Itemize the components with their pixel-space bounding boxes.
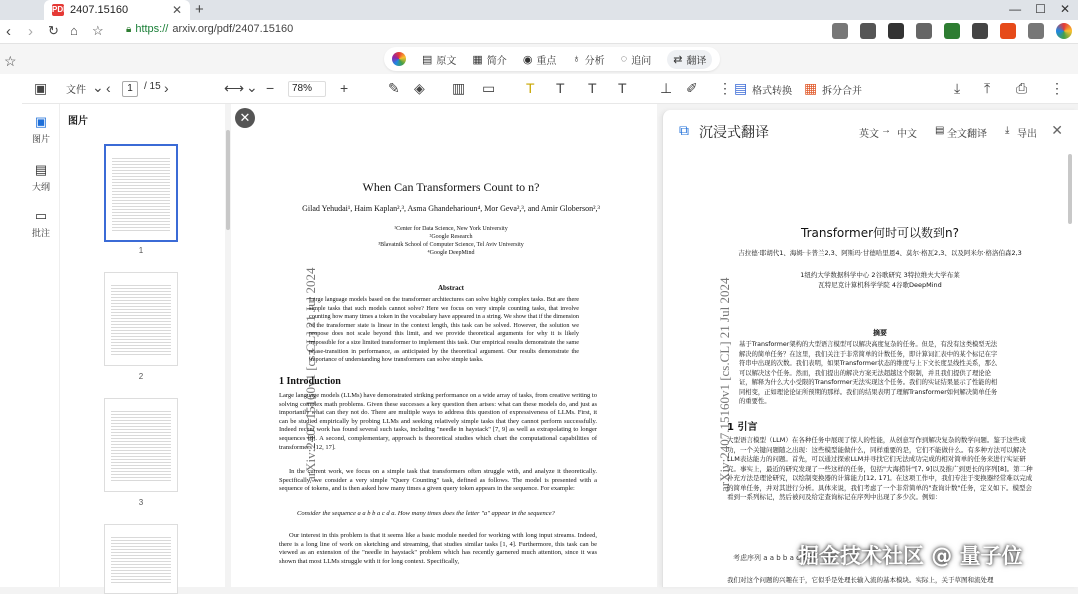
signature-icon[interactable]: ✐ — [686, 80, 698, 96]
browser-tab-bar — [0, 0, 1078, 20]
arxiv-id: arXiv:2407.15160v1 [cs.CL] 21 Jul 2024 — [303, 267, 318, 482]
pdf-icon: PDF — [52, 5, 68, 14]
tab-original[interactable]: ▤ 原文 — [422, 53, 457, 67]
close-tab-icon[interactable]: ✕ — [171, 3, 182, 17]
translated-intro: 我们对这个问题的兴趣在于，它似乎是处理长输入流的基本模块。实际上，关于草图和流处理 — [727, 576, 994, 584]
extension-icon[interactable] — [1000, 23, 1016, 39]
window-controls — [1009, 2, 1070, 16]
extension-icon[interactable] — [860, 23, 876, 39]
abstract-text: Large language models based on the transformer architectures can solve highly complex tasks. But are there simple tasks that such models cannot solve? Here we focus on very simple counting tasks, that involve counting how many times a token in the vocabulary have appeared in a string. We show that if the dimension of the transformer state is linear in the context length, this task can be solved. However, the solution we propose does not scale beyond this limit, and we provide theoretical arguments for why it is likely impossible for a size limited transformer to implement this task. Our empirical results demonstrate the same phase-transition in performance, as anticipated by the theoretical argument. Our results demonstrate the importance of understanding how transformers can solve simple tasks. — [309, 296, 579, 364]
extension-icon[interactable] — [832, 23, 848, 39]
outer-left-rail — [0, 74, 22, 587]
download-icon[interactable]: ⤓ — [954, 80, 961, 96]
abstract-heading: Abstract — [437, 284, 465, 292]
zoom-in-icon[interactable]: + — [340, 80, 349, 96]
prev-page-icon[interactable]: ‹ — [106, 80, 111, 96]
thumbnail-page[interactable] — [104, 524, 178, 594]
translate-bar — [0, 44, 1078, 74]
image-icon: ▣ — [34, 114, 48, 129]
url-scheme: https:// — [135, 23, 169, 35]
chat-icon: ◌ — [620, 53, 628, 65]
intro-paragraph: Large language models (LLMs) have demonstrated striking performance on a wide array of tasks, from creative writing to solving complex math problems. Given these successes a key question then arises: what can these models do, and just as importantly what can they not do. There are multiple ways to address this question of expressiveness of LLMs. First, it can be studied empirically by probing LLMs and seeking relatively simple tasks that they cannot perform successfully. Indeed recent work has found several such tasks, including "needle in haystack" [7, 9] as well as extrapolating to longer sequences [8]. A second, complementary, approach is theoretical studies which chart the computational capabilities of transformers [12, 17]. — [279, 392, 597, 451]
lock-icon: 🔒︎ — [126, 23, 132, 35]
thumbnail-content — [111, 535, 171, 585]
translated-intro-heading: 1 引言 — [727, 422, 758, 433]
split-merge-button[interactable]: 拆分合并 — [822, 86, 862, 97]
home-icon[interactable]: ⌂ — [70, 23, 78, 38]
minimize-icon[interactable]: — — [1009, 2, 1022, 16]
translation-panel — [662, 110, 1078, 587]
outline-icon: ▤ — [34, 162, 48, 177]
note-icon[interactable]: ▥ — [452, 80, 466, 96]
save-icon[interactable]: ⤒ — [984, 80, 991, 96]
language-from[interactable]: 英文 — [859, 129, 879, 140]
thumbnail-page-number: 3 — [138, 498, 144, 507]
chrome-icon[interactable] — [1056, 23, 1072, 39]
annotation-icon: ▭ — [34, 208, 48, 223]
translated-affiliation: 1纽约大学数据科学中心 2谷歌研究 3特拉维夫大学布莱 — [800, 271, 960, 279]
translated-query-example: 考虑序列 a a b b a c d a — [733, 554, 814, 562]
target-icon: ◉ — [522, 53, 533, 66]
text-box-icon[interactable]: T — [618, 80, 627, 96]
more-tools-icon[interactable]: ⋮ — [718, 80, 732, 96]
extension-icon[interactable] — [916, 23, 932, 39]
forward-icon[interactable]: › — [28, 23, 33, 40]
text-underline-icon[interactable]: T — [588, 80, 597, 96]
address-bar — [0, 20, 1078, 44]
arrow-right-icon: → — [881, 125, 891, 136]
extension-icon[interactable] — [944, 23, 960, 39]
paper-affiliation: ¹Center for Data Science, New York University — [394, 226, 508, 232]
thumbnail-content — [111, 283, 171, 357]
close-icon[interactable]: ✕ — [1051, 122, 1063, 138]
translated-title: Transformer何时可以数到n? — [801, 226, 959, 240]
tab-summary[interactable]: ▦ 简介 — [472, 53, 507, 67]
reload-icon[interactable]: ↻ — [48, 23, 59, 38]
analysis-icon: ♁ — [572, 53, 581, 65]
paper-affiliation: ²Google Research — [429, 234, 473, 240]
paper-title: When Can Transformers Count to n? — [362, 180, 540, 194]
translation-panel-title: 沉浸式翻译 — [699, 124, 769, 140]
next-page-icon[interactable]: › — [164, 80, 169, 96]
draw-icon[interactable]: ✎ — [388, 80, 400, 96]
page-total: / 15 — [144, 81, 161, 92]
thumbnail-scrollbar[interactable] — [226, 130, 230, 230]
bookmark-star-icon[interactable]: ☆ — [92, 23, 104, 38]
thumbnail-page-number: 1 — [138, 246, 144, 255]
comment-icon[interactable]: ▭ — [482, 80, 496, 96]
pdf-toolbar — [22, 74, 1078, 104]
full-translate-button[interactable]: 全文翻译 — [947, 129, 987, 140]
chevron-down-icon[interactable]: ⌄ — [92, 79, 104, 95]
chevron-down-icon[interactable]: ⌄ — [246, 79, 258, 95]
extension-icon[interactable] — [888, 23, 904, 39]
export-button[interactable]: 导出 — [1017, 129, 1037, 140]
language-to[interactable]: 中文 — [897, 129, 917, 140]
intro-paragraph: Our interest in this problem is that it seems like a basic module needed for working with long input streams. Indeed, there is a long line of work on sketching and streaming, that studies similar tasks [1, 4]. Furthermore, this task can be viewed as an extension of the "needle in haystack" problem which has recently garnered much attention, since it was shown that most LLMs struggle with it for long context. Specifically, — [279, 532, 597, 565]
tab-title: 2407.15160 — [70, 4, 129, 16]
extension-icon[interactable] — [1028, 23, 1044, 39]
translate-icon: ⇄ — [673, 53, 683, 66]
tab-analysis[interactable]: ♁ 分析 — [572, 53, 605, 67]
translate-pill — [384, 47, 720, 71]
intro-heading: 1 Introduction — [279, 376, 341, 387]
thumbnail-content — [111, 409, 171, 483]
paper-affiliation: ³Blavatnik School of Computer Science, Tel Aviv University — [378, 242, 524, 248]
url-rest: arxiv.org/pdf/2407.15160 — [172, 23, 294, 35]
zoom-select[interactable]: 78% — [288, 81, 326, 97]
extension-icons — [832, 23, 1072, 39]
sidebar-item-thumbnails[interactable]: ▣ 图片 — [22, 114, 60, 145]
more-icon[interactable]: ⋮ — [1050, 80, 1064, 96]
split-merge-icon[interactable]: ▦ — [804, 80, 818, 96]
sidebar-item-outline[interactable]: ▤ 大纲 — [22, 162, 60, 193]
watermark: 掘金技术社区 @ 量子位 — [798, 544, 1023, 568]
translated-intro: 大型语言模型（LLM）在各种任务中展现了惊人的性能，从创意写作到解决复杂的数学问题。鉴于这些成功，一个关键问题随之出现：这些模型能做什么，同样重要的是，它们不能做什么。有多种方法可以解决LLM表达能力的问题。首先，可以通过探索LLM并寻找它们无法成功完成的相对简单的任务来进行实证研究。事实上，最近的研究发现了一些这样的任务，包括"大海捞针"[7, 9]以及推广到更长的序列[8]。第二种补充方法是理论研究，以绘制变换器的计算能力[12, 17]。在这项工作中，我们专注于变换器经常难以完成的简单任务，并对其进行分析。具体来说，我们考虑了一个非常简单的"查询计数"任务，定义如下。模型会看到一系列标记，然后被问及给定查询标记在序列中出现了多少次。例如： — [727, 436, 1033, 501]
thumbnail-page-number: 2 — [138, 372, 144, 381]
translated-page — [675, 154, 1065, 587]
browser-tab[interactable] — [44, 0, 190, 20]
back-icon[interactable]: ‹ — [6, 23, 11, 40]
thumbnail-page[interactable] — [104, 398, 178, 492]
fit-width-icon[interactable]: ⟷ — [224, 80, 245, 96]
extension-icon[interactable] — [972, 23, 988, 39]
thumbnail-content — [112, 156, 170, 232]
translation-panel-header — [663, 110, 1078, 150]
thumbnail-panel-title: 图片 — [68, 116, 88, 127]
assistant-logo-icon[interactable] — [392, 52, 406, 66]
url-field[interactable] — [126, 23, 293, 35]
highlight-text-icon[interactable]: T — [526, 80, 535, 96]
pdf-viewer — [231, 104, 657, 587]
export-icon: ⤓ — [1005, 125, 1010, 136]
intro-paragraph: In the current work, we focus on a simple task that transformers often struggle with, and analyze it theoretically. Specifically, we consider a very simple "Query Counting" task, defined as follows. The model is presented with a sequence of tokens, and is then asked how many times a given query token appears in the sequence. For example: — [279, 468, 597, 493]
tab-key-points[interactable]: ◉ 重点 — [522, 53, 557, 67]
translated-abstract-heading: 摘要 — [873, 329, 887, 337]
paper-authors: Gilad Yehudai¹, Haim Kaplan²,³, Asma Ghandeharioun⁴, Mor Geva²,³, and Amir Globerson²,³ — [302, 204, 600, 213]
document-icon: ▤ — [422, 53, 433, 66]
pdf-page — [231, 104, 657, 587]
sidebar-toggle-icon[interactable]: ▣ — [34, 80, 48, 96]
translation-scrollbar[interactable] — [1068, 154, 1072, 224]
summary-icon: ▦ — [472, 53, 483, 66]
maximize-icon[interactable]: ☐ — [1035, 2, 1046, 16]
favorite-icon[interactable]: ☆ — [4, 53, 17, 69]
full-translate-icon: ▤ — [935, 125, 945, 136]
fill-color-icon[interactable]: ◈ — [414, 80, 425, 96]
sidebar-rail — [22, 104, 60, 587]
intro-example: Consider the sequence a a b b a c d a. How many times does the letter "a" appear in the sequence? — [297, 510, 555, 517]
translated-authors: 吉拉德·耶胡代1、海姆·卡普兰2,3、阿斯玛·甘德哈里恩4、莫尔·格瓦2,3、以及阿米尔·格洛伯森2,3 — [738, 249, 1022, 257]
convert-icon[interactable]: ▤ — [734, 80, 748, 96]
tab-followup[interactable]: ◌ 追问 — [620, 53, 652, 67]
tab-translate[interactable]: ⇄ 翻译 — [667, 50, 712, 69]
file-menu[interactable]: 文件 — [66, 85, 86, 96]
close-icon[interactable]: ✕ — [235, 108, 255, 128]
zoom-out-icon[interactable]: − — [266, 80, 275, 96]
arxiv-id: arXiv:2407.15160v1 [cs.CL] 21 Jul 2024 — [717, 277, 732, 492]
paper-affiliation: ⁴Google DeepMind — [427, 250, 475, 256]
close-window-icon[interactable]: ✕ — [1059, 2, 1070, 16]
immersive-translate-icon: ⧉ — [679, 122, 689, 138]
thumbnail-page[interactable] — [104, 272, 178, 366]
translated-affiliation: 瓦特尼克计算机科学学院 4谷歌DeepMind — [818, 281, 942, 289]
new-tab-icon[interactable]: + — [195, 1, 204, 18]
thumbnail-panel — [60, 104, 225, 587]
sidebar-item-annotations[interactable]: ▭ 批注 — [22, 208, 60, 239]
thumbnail-page[interactable] — [104, 144, 178, 242]
convert-button[interactable]: 格式转换 — [752, 86, 792, 97]
stamp-icon[interactable]: ⊥ — [660, 80, 673, 96]
print-icon[interactable]: ⎙ — [1016, 80, 1028, 96]
text-strike-icon[interactable]: T — [556, 80, 565, 96]
translated-abstract: 基于Transformer架构的大型语言模型可以解决高度复杂的任务。但是，有没有这类模型无法解决的简单任务？在这里，我们关注于非常简单的计数任务，即计算词汇表中的某个标记在字符串中出现的次数。我们表明，如果Transformer状态的维度与上下文长度呈线性关系，那么可以解决这个任务。然而，我们提出的解决方案无法超越这个限制，并且我们提供了理论论证，解释为什么大小受限的Transformer无法实现这个任务。我们的实证结果显示了性能的相同相变，正如理论论证所预期的那样。我们的结果表明了理解Transformer如何解决简单任务的重要性。 — [739, 341, 998, 405]
page-number-input[interactable]: 1 — [122, 81, 138, 97]
